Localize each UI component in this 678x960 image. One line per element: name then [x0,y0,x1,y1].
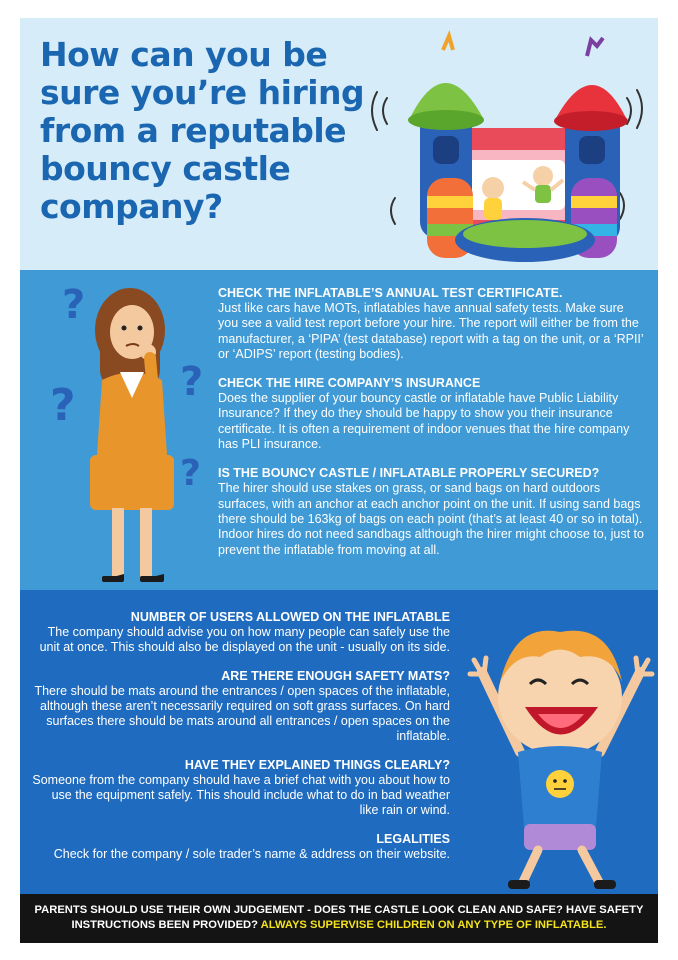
insurance-body: Does the supplier of your bouncy castle or inflatable have Public Liability Insurance? If they do they should be happy to show you their insurance certificate. It is often a requirement of indoor venues that the hire company has PLI insurance. [218,391,630,452]
footer-highlight: ALWAYS SUPERVISE CHILDREN ON ANY TYPE OF INFLATABLE. [260,919,607,931]
mats-body: There should be mats around the entrances / open spaces of the inflatable, although these aren’t necessarily required on soft grass surfaces. On hard surfaces there should be mats around all entrances / open spaces on the inflatable. [34,683,450,744]
legalities-heading: LEGALITIES [376,831,450,846]
users-body: The company should advise you on how many people can safely use the unit at once. This should also be displayed on the unit - usually on its side. [39,625,450,655]
users-block [32,610,450,656]
footer-banner [20,894,658,943]
thinking-woman-illustration [50,270,215,590]
bouncy-castle-illustration [365,28,655,268]
header-section [20,18,658,270]
happy-boy-illustration [460,602,655,892]
users-heading: NUMBER OF USERS ALLOWED ON THE INFLATABLE [130,610,450,624]
test-certificate-heading: CHECK THE INFLATABLE’S ANNUAL TEST CERTIFICATE. [218,286,563,300]
legalities-body: Check for the company / sole trader’s name & address on their website. [53,846,450,861]
svg-text:?: ? [180,453,201,494]
secured-heading: IS THE BOUNCY CASTLE / INFLATABLE PROPERLY SECURED? [218,466,600,481]
low-text-column [32,610,450,875]
users-mats-section [20,590,658,894]
svg-text:?: ? [50,380,76,431]
mats-heading: ARE THERE ENOUGH SAFETY MATS? [221,668,450,683]
secured-body: The hirer should use stakes on grass, or sand bags on hard outdoors surfaces, with an anchor at each anchor point on the unit. If using sand bags there should be 163kg of bags on each point (that’s at least 40 or so in total). Indoor hires do not need sandbags although the hirer might choose to, just to prevent the inflatable from moving at all. [218,481,644,557]
test-certificate-body: Just like cars have MOTs, inflatables have annual safety tests. Make sure you see a valid test report before your hire. The report will either be from the manufacturer, a ‘PIPA’ (test database) report with a tag on the unit, or a ‘RPII’ or ‘ADIPS’ report (testing bodies). [218,301,644,361]
insurance-block [218,376,646,452]
mats-block [32,669,450,745]
svg-text:?: ? [62,282,86,328]
legalities-block [32,832,450,862]
svg-text:?: ? [180,359,204,405]
test-certificate-block [218,286,646,362]
mid-text-column [218,286,646,572]
infographic-poster [20,18,658,943]
secured-block [218,466,646,557]
certificate-insurance-section [20,270,658,590]
footer-text: PARENTS SHOULD USE THEIR OWN JUDGEMENT - DOES THE CASTLE LOOK CLEAN AND SAFE? HAVE SAFETY INSTRUCTIONS BEEN PROVIDED? [34,904,644,931]
insurance-heading: CHECK THE HIRE COMPANY’S INSURANCE [218,376,481,391]
page-title: How can you be sure you’re hiring from a reputable bouncy castle company? [40,35,365,226]
explained-block [32,758,450,819]
explained-heading: HAVE THEY EXPLAINED THINGS CLEARLY? [184,757,450,772]
explained-body: Someone from the company should have a brief chat with you about how to use the equipment safely. This should include what to do in bad weather like rain or wind. [32,772,450,818]
